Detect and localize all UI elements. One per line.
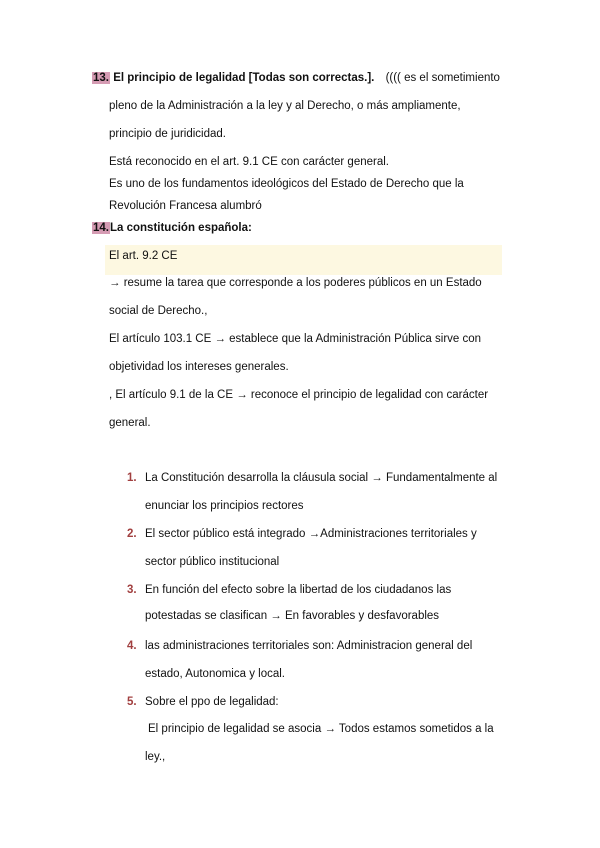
q13-heading (92, 72, 500, 84)
q14-line6: general. (109, 417, 151, 429)
q13-answer-start: (((( es el sometimiento (385, 72, 500, 84)
list-item-line2: potestadas se clasifican → En favorables y desfavorables (145, 610, 440, 622)
list-item-number: 2. (127, 528, 137, 540)
q14-line3: El artículo 103.1 CE → establece que la Administración Pública sirve con (109, 333, 482, 345)
q13-line4: Está reconocido en el art. 9.1 CE con carácter general. (109, 156, 389, 168)
q14-number: 14. (93, 222, 109, 234)
list-item-line1: las administraciones territoriales son: Administracion general del (145, 640, 473, 652)
q13-title: El principio de legalidad [Todas son correctas.]. (113, 72, 375, 84)
q13-line5: Es uno de los fundamentos ideológicos del Estado de Derecho que la (109, 178, 464, 190)
q14-line4: objetividad los intereses generales. (109, 361, 289, 373)
q14-title: La constitución española: (110, 222, 252, 234)
q14-line2: social de Derecho., (109, 305, 208, 317)
list-item-line1: La Constitución desarrolla la cláusula social → Fundamentalmente al (145, 472, 498, 484)
q14-line5: , El artículo 9.1 de la CE → reconoce el principio de legalidad con carácter (109, 389, 489, 401)
list-item-number: 3. (127, 584, 137, 596)
list-item-line1: Sobre el ppo de legalidad: (145, 696, 279, 708)
list-item-number: 1. (127, 472, 137, 484)
q14-highlight-text: El art. 9.2 CE (109, 250, 178, 262)
tail-line1: El principio de legalidad se asocia → Todos estamos sometidos a la (148, 723, 494, 735)
q13-line6: Revolución Francesa alumbró (109, 200, 262, 212)
list-item-number: 4. (127, 640, 137, 652)
list-item-line1: En función del efecto sobre la libertad de los ciudadanos las (145, 584, 452, 596)
list-item-line2: enunciar los principios rectores (145, 500, 304, 512)
q13-line2: pleno de la Administración a la ley y al Derecho, o más ampliamente, (109, 100, 461, 112)
tail-line2: ley., (145, 751, 166, 763)
q14-line1: → resume la tarea que corresponde a los poderes públicos en un Estado (109, 277, 482, 289)
q13-line3: principio de juridicidad. (109, 128, 226, 140)
list-item-line1: El sector público está integrado →Administraciones territoriales y (145, 528, 477, 540)
list-item-line2: estado, Autonomica y local. (145, 668, 285, 680)
q13-number: 13. (93, 72, 109, 84)
list-item-line2: sector público institucional (145, 556, 280, 568)
list-item-number: 5. (127, 696, 137, 708)
q14-heading (92, 222, 252, 234)
q14-highlight-block (105, 245, 502, 275)
